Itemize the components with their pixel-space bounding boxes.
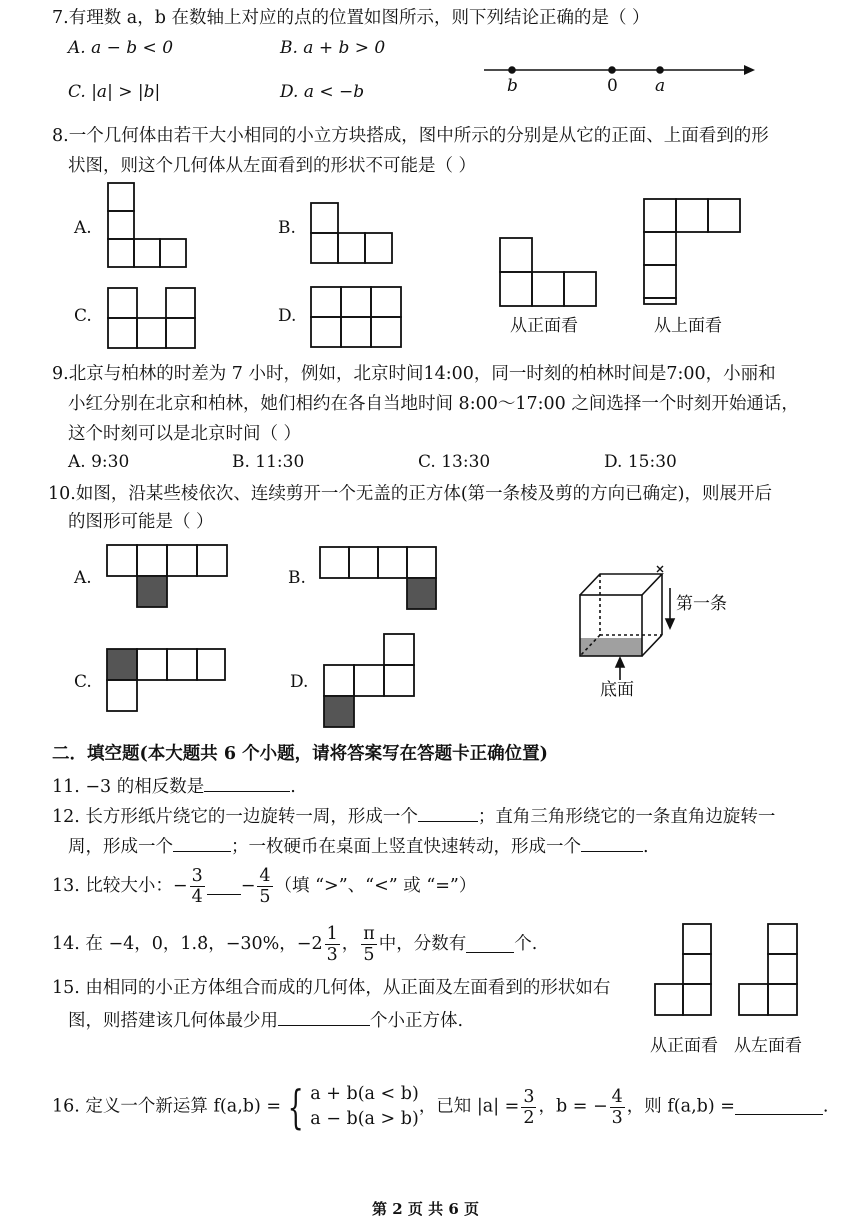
q9-option-d: D. 15:30: [604, 452, 677, 472]
q14-text-b: 中，分数有: [378, 933, 467, 954]
q16-then: ，则 f(a,b) =: [626, 1096, 735, 1117]
q11-period: .: [290, 777, 296, 797]
q7-option-b: B. a + b > 0: [280, 38, 386, 58]
q11-answer-blank[interactable]: [204, 776, 290, 792]
page-footer: 第 2 页 共 6 页: [372, 1200, 479, 1218]
q16-line: [52, 1082, 828, 1133]
q8-option-c-label: C.: [74, 306, 92, 326]
q14-pi-den: 5: [363, 945, 375, 966]
q16-b-num: 4: [611, 1086, 623, 1107]
q16-cases: [310, 1082, 419, 1133]
q13-answer-blank[interactable]: [207, 879, 241, 895]
q14-mixed-den: 3: [326, 945, 338, 966]
q10-option-c-figure: [107, 649, 225, 711]
axis-label-a: a: [655, 76, 666, 96]
q12-text-d: ；一枚硬币在桌面上竖直快速转动，形成一个: [231, 837, 581, 857]
q15-text-b: 个小正方体.: [370, 1011, 464, 1031]
q16-answer-blank[interactable]: [735, 1099, 823, 1115]
q7-option-d: D. a < −b: [280, 82, 365, 102]
q14-pi-fraction: [361, 924, 377, 965]
q12-period: .: [643, 837, 649, 857]
q16-end: .: [822, 1096, 829, 1117]
q8-front-view: [500, 238, 596, 306]
q15-stem-line2: [68, 1010, 463, 1031]
q12-text-c: 周，形成一个: [68, 837, 173, 857]
q13-f2-num: 4: [259, 866, 271, 886]
q10-option-b-figure: [320, 547, 436, 609]
q13-minus: −: [240, 875, 256, 896]
q10-bottom-label: 底面: [600, 680, 634, 700]
q10-option-c-label: C.: [74, 672, 92, 692]
section-2-heading: 二．填空题(本大题共 6 个小题，请将答案写在答题卡正确位置): [52, 744, 548, 764]
q16-a-num: 3: [523, 1086, 535, 1107]
q13-fraction-1: [190, 866, 205, 907]
q13-text: 13. 比较大小：−: [52, 875, 188, 896]
q12-text-b: ；直角三角形绕它的一条直角边旋转一: [477, 807, 776, 827]
q10-option-a-figure: [107, 545, 227, 607]
q12-text-a: 12. 长方形纸片绕它的一边旋转一周，形成一个: [52, 807, 418, 827]
q7-stem: 7.有理数 a，b 在数轴上对应的点的位置如图所示，则下列结论正确的是（ ）: [52, 8, 650, 28]
q12-line1: [52, 806, 775, 827]
q15-text-a: 图，则搭建该几何体最少用: [68, 1011, 278, 1031]
q14-text: 14. 在 −4，0，1.8̇，−30%，−2: [52, 933, 323, 954]
q9-option-b: B. 11:30: [232, 452, 305, 472]
q7-option-a: A. a − b < 0: [68, 38, 174, 58]
q14-line: [52, 924, 537, 965]
q13-hint: （填 “>”、“<” 或 “=”）: [274, 875, 477, 896]
q11-text: 11. −3 的相反数是: [52, 777, 205, 797]
q14-mixed-fraction: [325, 924, 340, 965]
q10-cube-figure: [580, 566, 674, 680]
q16-text: 16. 定义一个新运算 f(a,b) =: [52, 1096, 282, 1117]
q13-f2-den: 5: [259, 887, 271, 908]
q9-stem-line3: 这个时刻可以是北京时间（ ）: [68, 424, 302, 444]
q8-option-b-label: B.: [278, 218, 296, 238]
q8-stem-line2: 状图，则这个几何体从左面看到的形状不可能是（ ）: [68, 156, 477, 176]
q14-answer-blank[interactable]: [466, 937, 514, 953]
axis-label-b: b: [507, 76, 518, 96]
q16-b-fraction: [610, 1087, 625, 1128]
q15-left-view: [739, 924, 797, 1015]
q10-stem-line2: 的图形可能是（ ）: [68, 512, 214, 532]
q9-stem-line1: 9.北京与柏林的时差为 7 小时，例如，北京时间14:00，同一时刻的柏林时间是7:00，小丽和: [52, 364, 776, 384]
q16-a-den: 2: [523, 1107, 535, 1128]
q8-option-c-figure: [108, 288, 195, 348]
q13-fraction-2: [257, 866, 272, 907]
q16-case-1: a + b(a < b): [310, 1084, 419, 1104]
q8-option-d-label: D.: [278, 306, 297, 326]
q10-option-d-figure: [324, 634, 414, 727]
q11-line: [52, 776, 296, 797]
q13-line: [52, 866, 476, 907]
q16-a-fraction: [521, 1087, 536, 1128]
q9-stem-line2: 小红分别在北京和柏林，她们相约在各自当地时间 8:00～17:00 之间选择一个时刻开始通话，: [68, 394, 799, 414]
q15-stem-line1: 15. 由相同的小正方体组合而成的几何体，从正面及左面看到的形状如右: [52, 978, 611, 998]
q12-line2: [68, 836, 649, 857]
q13-f1-num: 3: [191, 866, 203, 886]
q10-option-d-label: D.: [290, 672, 309, 692]
q9-option-c: C. 13:30: [418, 452, 491, 472]
q8-option-b-figure: [311, 203, 392, 263]
q8-option-a-label: A.: [74, 218, 92, 238]
q14-pi-num: π: [363, 924, 375, 944]
q16-brace: {: [287, 1080, 304, 1135]
q8-option-a-figure: [108, 183, 186, 267]
q16-b-text: ，b = −: [538, 1096, 608, 1117]
q15-answer-blank[interactable]: [278, 1010, 370, 1026]
q15-front-caption: 从正面看: [650, 1036, 718, 1056]
q16-known: ，已知 |a| =: [418, 1096, 520, 1117]
q10-first-edge-label: 第一条: [676, 594, 727, 614]
q10-stem-line1: 10.如图，沿某些棱依次、连续剪开一个无盖的正方体(第一条棱及剪的方向已确定)，则展开后: [48, 484, 772, 504]
q14-end: 个.: [514, 933, 538, 954]
q8-top-caption: 从上面看: [654, 316, 722, 336]
q7-option-c: C. |a| > |b|: [68, 82, 161, 102]
q16-b-den: 3: [611, 1107, 623, 1128]
q16-case-2: a − b(a > b): [310, 1109, 419, 1130]
axis-label-zero: 0: [607, 76, 618, 96]
q8-stem-line1: 8.一个几何体由若干大小相同的小立方块搭成，图中所示的分别是从它的正面、上面看到的形: [52, 126, 769, 146]
q8-front-caption: 从正面看: [510, 316, 578, 336]
q12-answer-blank-2[interactable]: [173, 836, 231, 852]
q14-comma: ，: [341, 933, 360, 954]
q14-mixed-num: 1: [326, 924, 338, 944]
q8-top-view: [644, 199, 740, 304]
q13-f1-den: 4: [191, 887, 203, 908]
number-line: [484, 65, 755, 75]
q12-answer-blank-3[interactable]: [581, 836, 643, 852]
q9-option-a: A. 9:30: [68, 452, 130, 472]
q15-left-caption: 从左面看: [734, 1036, 802, 1056]
q10-option-b-label: B.: [288, 568, 306, 588]
q12-answer-blank-1[interactable]: [418, 806, 478, 822]
q15-front-view: [655, 924, 711, 1015]
q8-option-d-figure: [311, 287, 401, 347]
q10-option-a-label: A.: [74, 568, 92, 588]
